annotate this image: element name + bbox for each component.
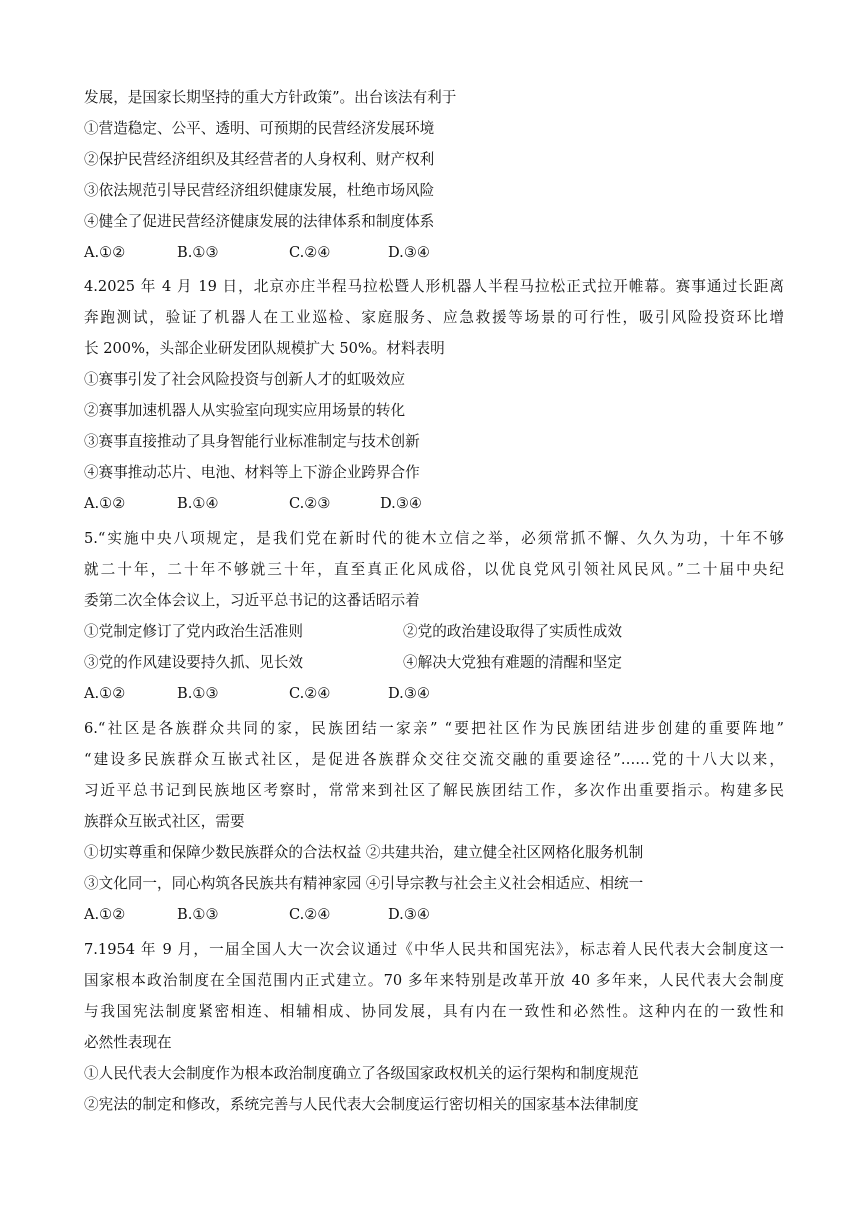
q3-item-3: ③依法规范引导民营经济组织健康发展，杜绝市场风险 <box>84 182 435 199</box>
q4-item-2: ②赛事加速机器人从实验室向现实应用场景的转化 <box>84 402 406 419</box>
q3-item-4: ④健全了促进民营经济健康发展的法律体系和制度体系 <box>84 213 435 230</box>
q3-option-b: B.①③ <box>177 244 219 261</box>
q5-option-b: B.①③ <box>177 685 219 702</box>
q6-stem-line-1: 6.“社区是各族群众共同的家，民族团结一家亲” “要把社区作为民族团结进步创建的重要阵地” <box>84 720 784 737</box>
q6-stem-line-2: “建设多民族群众互嵌式社区，是促进各族群众交往交流交融的重要途径”……党的十八大以来， <box>84 751 784 768</box>
q6-option-d: D.③④ <box>388 906 430 923</box>
q5-item-4: ④解决大党独有难题的清醒和坚定 <box>403 654 622 671</box>
q4-stem-line-2: 奔跑测试，验证了机器人在工业巡检、家庭服务、应急救援等场景的可行性，吸引风险投资环比增 <box>84 309 784 326</box>
q6-stem-line-4: 族群众互嵌式社区，需要 <box>84 813 245 830</box>
q7-item-1: ①人民代表大会制度作为根本政治制度确立了各级国家政权机关的运行架构和制度规范 <box>84 1065 639 1082</box>
q6-items-row-2: ③文化同一，同心构筑各民族共有精神家园 ④引导宗教与社会主义社会相适应、相统一 <box>84 875 644 892</box>
q3-option-d: D.③④ <box>388 244 430 261</box>
q5-item-2: ②党的政治建设取得了实质性成效 <box>403 623 622 640</box>
q4-stem-line-3: 长 200%，头部企业研发团队规模扩大 50%。材料表明 <box>84 340 445 357</box>
q3-option-a: A.①② <box>84 244 126 261</box>
q7-item-2: ②宪法的制定和修改，系统完善与人民代表大会制度运行密切相关的国家基本法律制度 <box>84 1096 639 1113</box>
q7-stem-line-3: 与我国宪法制度紧密相连、相辅相成、协同发展，具有内在一致性和必然性。这种内在的一致性和 <box>84 1003 784 1020</box>
q5-item-3: ③党的作风建设要持久抓、见长效 <box>84 654 303 671</box>
q4-stem-line-1: 4.2025 年 4 月 19 日，北京亦庄半程马拉松暨人形机器人半程马拉松正式拉开帷幕。赛事通过长距离 <box>84 278 784 295</box>
q6-option-a: A.①② <box>84 906 126 923</box>
q3-item-1: ①营造稳定、公平、透明、可预期的民营经济发展环境 <box>84 120 435 137</box>
q4-option-d: D.③④ <box>380 495 422 512</box>
q6-stem-line-3: 习近平总书记到民族地区考察时，常常来到社区了解民族团结工作，多次作出重要指示。构建多民 <box>84 782 784 799</box>
q5-option-c: C.②④ <box>289 685 331 702</box>
q5-stem-line-2: 就二十年，二十年不够就三十年，直至真正化风成俗，以优良党风引领社风民风。”二十届中央纪 <box>84 561 784 578</box>
q5-stem-line-1: 5.“实施中央八项规定，是我们党在新时代的徙木立信之举，必须常抓不懈、久久为功，十年不够 <box>84 530 784 547</box>
q7-stem-line-1: 7.1954 年 9 月，一届全国人大一次会议通过《中华人民共和国宪法》，标志着人民代表大会制度这一 <box>84 941 784 958</box>
q6-option-b: B.①③ <box>177 906 219 923</box>
q7-stem-line-2: 国家根本政治制度在全国范围内正式建立。70 多年来特别是改革开放 40 多年来，人民代表大会制度 <box>84 972 784 989</box>
q5-option-d: D.③④ <box>388 685 430 702</box>
q4-item-1: ①赛事引发了社会风险投资与创新人才的虹吸效应 <box>84 371 406 388</box>
q5-item-1: ①党制定修订了党内政治生活准则 <box>84 623 303 640</box>
q5-stem-line-3: 委第二次全体会议上，习近平总书记的这番话昭示着 <box>84 592 420 609</box>
q7-stem-line-4: 必然性表现在 <box>84 1034 172 1051</box>
q4-option-b: B.①④ <box>177 495 219 512</box>
q4-option-a: A.①② <box>84 495 126 512</box>
q3-item-2: ②保护民营经济组织及其经营者的人身权利、财产权利 <box>84 151 435 168</box>
q6-items-row-1: ①切实尊重和保障少数民族群众的合法权益 ②共建共治，建立健全社区网格化服务机制 <box>84 844 644 861</box>
q4-item-4: ④赛事推动芯片、电池、材料等上下游企业跨界合作 <box>84 464 420 481</box>
q5-option-a: A.①② <box>84 685 126 702</box>
q4-option-c: C.②③ <box>289 495 331 512</box>
q3-option-c: C.②④ <box>289 244 331 261</box>
q4-item-3: ③赛事直接推动了具身智能行业标准制定与技术创新 <box>84 433 420 450</box>
q6-option-c: C.②④ <box>289 906 331 923</box>
q3-stem-end: 发展，是国家长期坚持的重大方针政策”。出台该法有利于 <box>84 89 457 106</box>
